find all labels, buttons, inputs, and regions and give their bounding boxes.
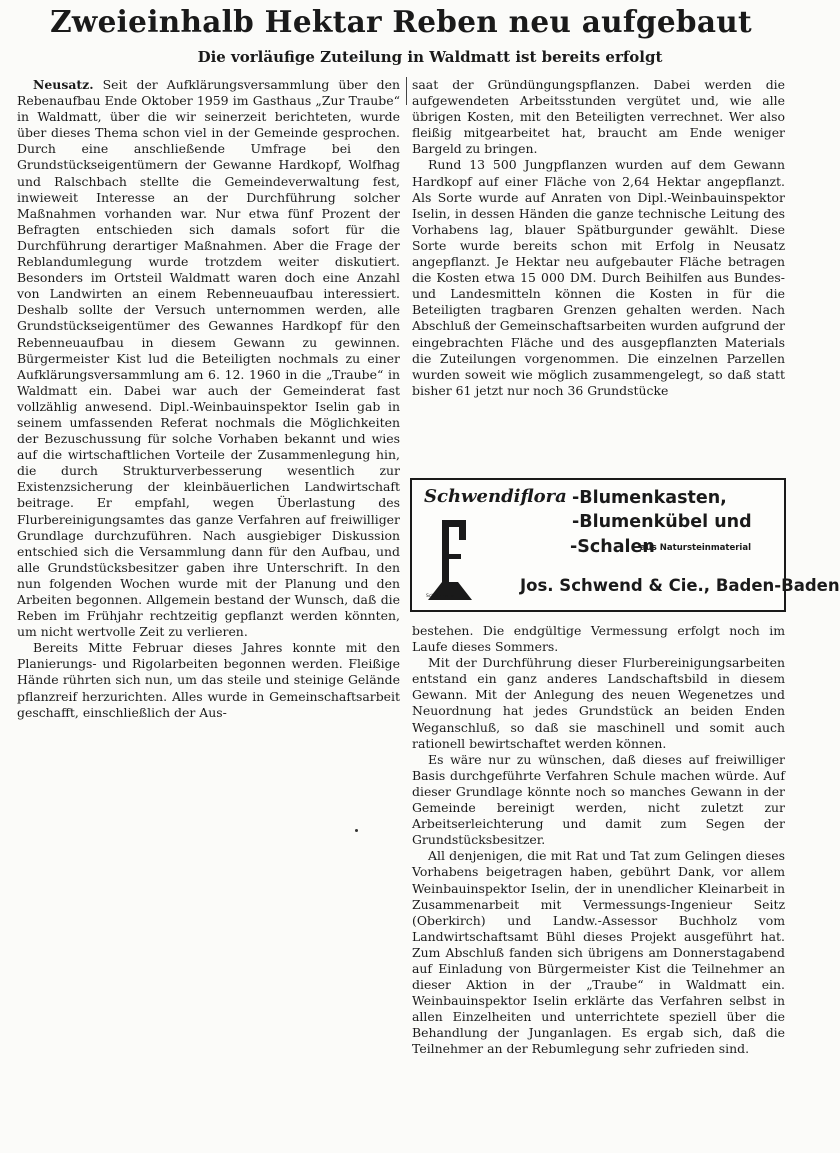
- article-paragraph: saat der Gründüngungspflanzen. Dabei werden die aufgewendeten Arbeitsstunden vergütet und, wie alle übrigen Kosten, mit den Beteiligten verrechnet. Wer also fleißig mitgearbeitet hat, braucht am Ende weniger Bargeld zu bringen.: [412, 77, 785, 157]
- article-column-right-bottom: [412, 623, 785, 1058]
- advertisement-box: [410, 478, 840, 612]
- article-column-left: [17, 77, 400, 721]
- ad-company-name: Jos. Schwend & Cie., Baden-Baden: [520, 576, 840, 595]
- article-paragraph: Es wäre nur zu wünschen, daß dieses auf freiwilliger Basis durchgeführte Verfahren Schule machen würde. Auf dieser Grundlage könnte noch so manches Gewann in der Gemeinde bereinigt werden, nicht zuletzt zur Arbeitserleichterung und damit zum Segen der Grundstücksbesitzer.: [412, 751, 785, 848]
- article-paragraph: Rund 13 500 Jungpflanzen wurden auf dem Gewann Hardkopf auf einer Fläche von 2,64 Hektar angepflanzt. Als Sorte wurde auf Anraten von Dipl.-Weinbauinspektor Iselin, in dessen Händen die ganze technische Leitung des Vorhabens lag, blauer Spätburgunder gewählt. Diese Sorte wurde bereits schon mit Erfolg in Neusatz angepflanzt. Je Hektar neu aufgebauter Fläche betragen die Kosten etwa 15 000 DM. Durch Beihilfen aus Bundes- und Landesmitteln können die Kosten in für die Beteiligten tragbaren Grenzen gehalten werden. Nach Abschluß der Gemeinschaftsarbeiten wurden aufgrund der eingebrachten Fläche und des ausgepflanzten Materials die Zuteilungen vorgenommen. Die einzelnen Parzellen wurden soweit wie möglich zusammengelegt, so daß statt bisher 61 jetzt nur noch 36 Grundstücke: [412, 157, 785, 398]
- article-paragraph: Bereits Mitte Februar dieses Jahres konnte mit den Planierungs- und Rigolarbeiten begonnen werden. Fleißige Hände rührten sich nun, um das steile und steinige Gelände pflanzreif herzurichten. Alles wurde in Gemeinschaftsarbeit geschafft, einschließlich der Aus-: [17, 640, 400, 720]
- schwend-logo-icon: [422, 514, 482, 604]
- ad-brand-logotype: Schwendiflora: [424, 486, 567, 507]
- paragraph-text: Seit der Aufklärungsversammlung über den Rebenaufbau Ende Oktober 1959 im Gasthaus „Zur Traube“ in Waldmatt, über die wir seinerzeit berichteten, wurde über dieses Thema schon viel in der Gemeinde gesprochen. Durch eine anschließende Umfrage bei den Grundstückseigentümern der Gewanne Hardkopf, Wolfhag und Ralschbach stellte die Gemeindeverwaltung fest, inwieweit Interesse an der Durchführung solcher Maßnahmen vorhanden war. Nur etwa fünf Prozent der Befragten entschieden sich damals sofort für die Durchführung derartiger Maßnahmen. Aber die Frage der Reblandumlegung wurde trotzdem weiter diskutiert. Besonders im Ortsteil Waldmatt waren doch eine Anzahl von Landwirten an einem Rebenneuaufbau interessiert. Deshalb sollte der Versuch unternommen werden, alle Grundstückseigentümer des Gewannes Hardkopf für den Rebenneuaufbau in diesem Gewann zu gewinnen. Bürgermeister Kist lud die Beteiligten nochmals zu einer Aufklärungsversammlung am 6. 12. 1960 in die „Traube“ in Waldmatt ein. Dabei war auch der Gemeinderat fast vollzählig anwesend. Dipl.-Weinbauinspektor Iselin gab in seinem umfassenden Referat nochmals die Möglichkeiten der Bezuschussung für solche Vorhaben bekannt und wies auf die wirtschaftlichen Vorteile der Zusammenlegung hin, die durch Strukturverbesserung wesentlich zur Existenzsicherung der kleinbäuerlichen Landwirtschaft beitrage. Er empfahl, wegen Überlastung des Flurbereinigungsamtes das ganze Verfahren auf freiwilliger Grundlage durchzuführen. Nach ausgiebiger Diskussion entschied sich die Versammlung dann für den Aufbau, und alle Grundstücksbesitzer gaben ihre Unterschrift. In den nun folgenden Wochen wurde mit der Planung und den Arbeiten begonnen. Allgemein bestand der Wunsch, daß die Reben im Frühjahr rechtzeitig gepflanzt werden könnten, um nicht wertvolle Zeit zu verlieren.: [17, 77, 400, 640]
- article-paragraph: Mit der Durchführung dieser Flurbereinigungsarbeiten entstand ein ganz anderes Landschaftsbild in diesem Gewann. Mit der Anlegung des neuen Wegenetzes und Neuordnung hat jedes Grundstück an beiden Enden Weganschluß, so daß sie maschinell und somit auch rationell bewirtschaftet werden können.: [412, 655, 785, 751]
- dateline: Neusatz.: [33, 77, 94, 92]
- article-paragraph: [17, 77, 400, 640]
- article-paragraph: bestehen. Die endgültige Vermessung erfolgt noch im Laufe dieses Sommers.: [412, 623, 785, 655]
- ad-product-line: -Blumenkasten,: [572, 488, 727, 508]
- ad-product-line: -Blumenkübel und: [572, 512, 752, 532]
- article-column-right-top: [412, 77, 785, 399]
- column-rule: [406, 77, 407, 105]
- ad-logo-label: Schutzmarke: [426, 594, 456, 599]
- article-paragraph: All denjenigen, die mit Rat und Tat zum Gelingen dieses Vorhabens beigetragen haben, gebührt Dank, vor allem Weinbauinspektor Iselin, der in unendlicher Kleinarbeit in Zusammenarbeit mit Vermessungs-Ingenieur Seitz (Oberkirch) und Landw.-Assessor Buchholz vom Landwirtschaftsamt Bühl dieses Projekt ausgeführt hat. Zum Abschluß fanden sich übrigens am Donnerstagabend auf Einladung von Bürgermeister Kist die Teilnehmer an dieser Aktion in der „Traube“ in Waldmatt ein. Weinbauinspektor Iselin erklärte das Verfahren selbst in allen Einzelheiten und unterrichtete speziell über die Behandlung der Junganlagen. Es ergab sich, daß die Teilnehmer an der Rebumlegung sehr zufrieden sind.: [412, 848, 785, 1057]
- print-speck: [355, 829, 358, 832]
- article-subheadline: Die vorläufige Zuteilung in Waldmatt ist bereits erfolgt: [197, 48, 663, 66]
- ad-product-line: -Schalen: [570, 537, 655, 557]
- ad-material-note: aus Natursteinmaterial: [640, 543, 751, 553]
- article-headline: Zweieinhalb Hektar Reben neu aufgebaut: [50, 4, 752, 39]
